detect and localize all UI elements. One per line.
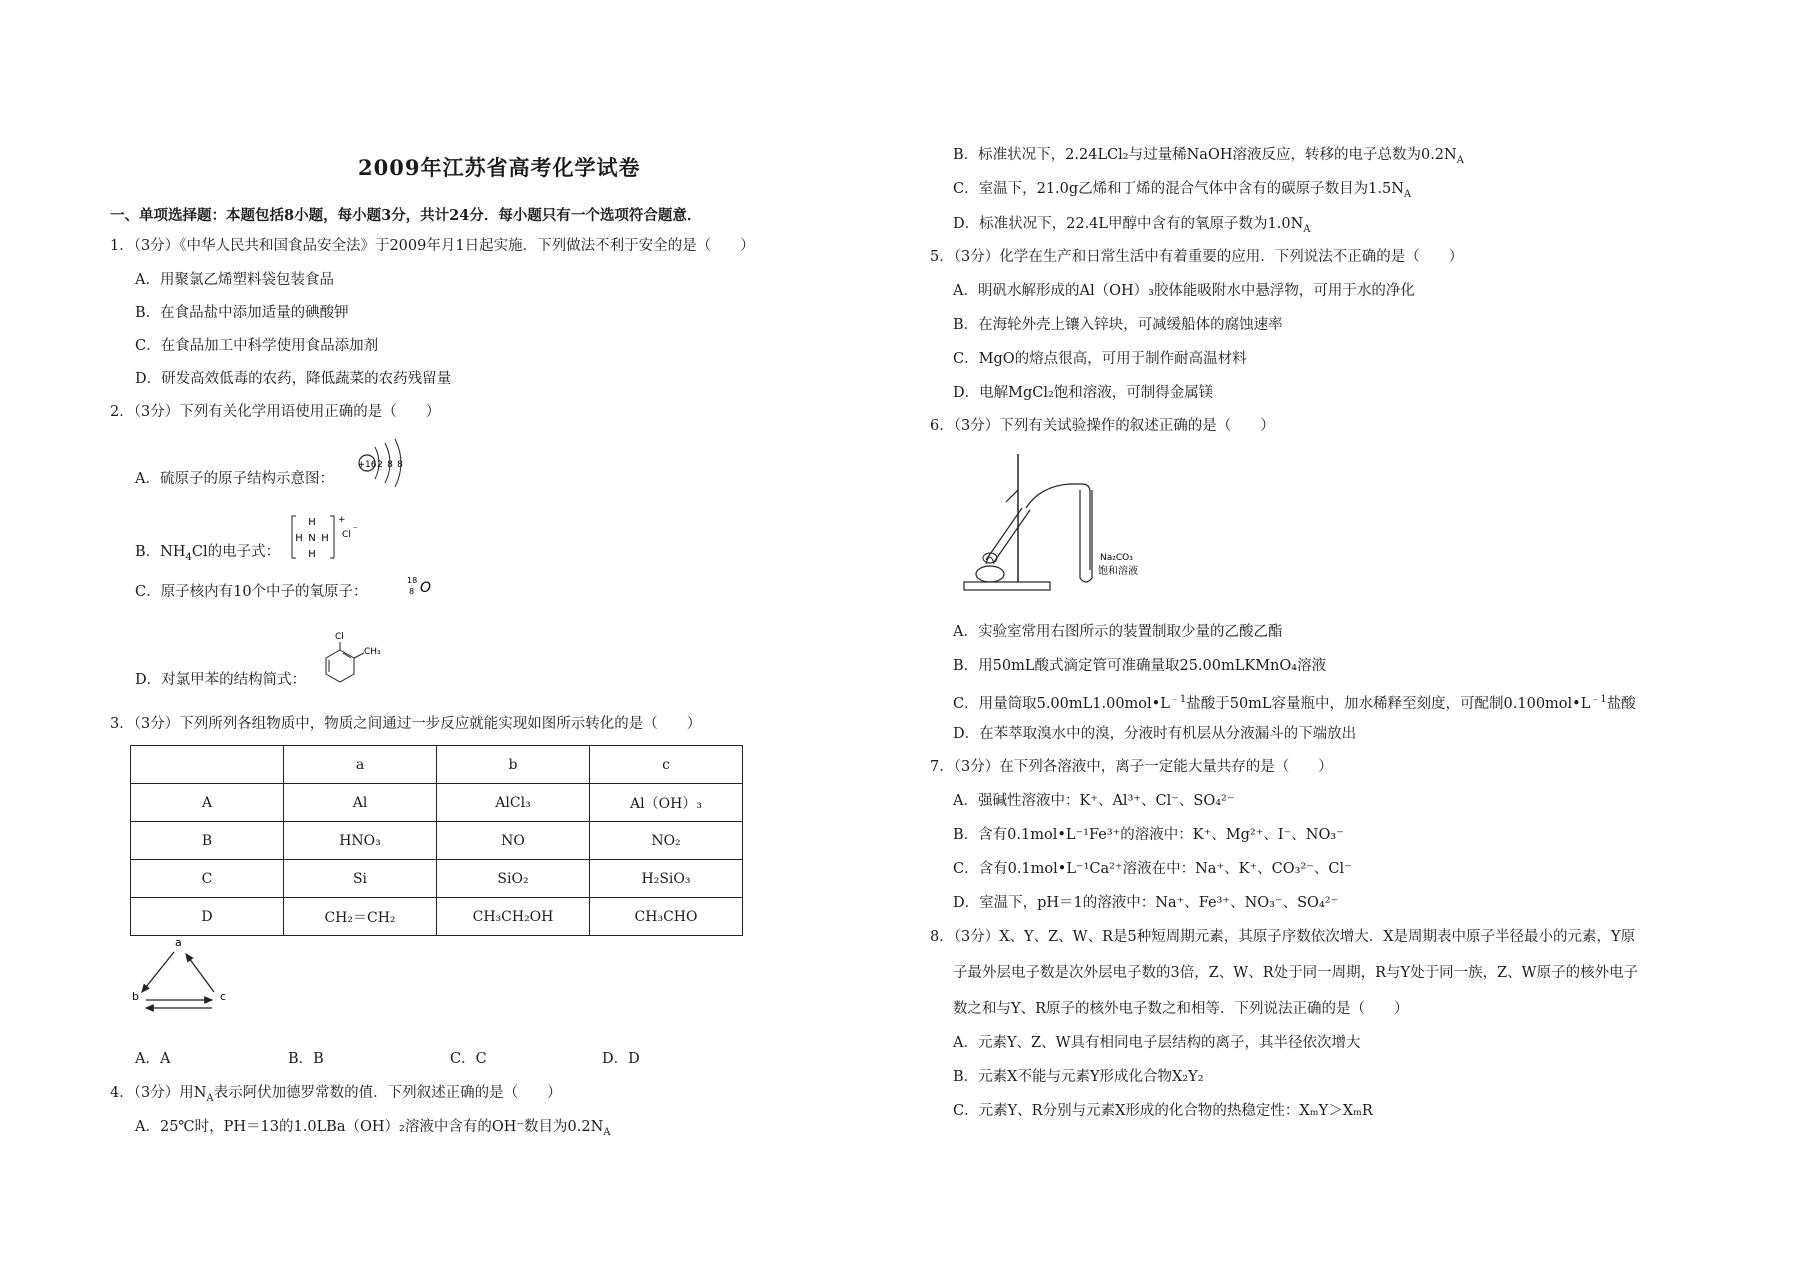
q8-option-c: C．元素Y、R分别与元素X形成的化合物的热稳定性：XₘY＞XₘR [953,1103,1373,1119]
p-chlorotoluene-structure [318,628,388,690]
q7-option-a: A．强碱性溶液中：K⁺、Al³⁺、Cl⁻、SO₄²⁻ [953,793,1235,809]
q2-option-b: B．$NH_4Cl$的电子式： [135,544,281,563]
svg-text:H: H [308,549,316,560]
q6-option-a: A．实验室常用右图所示的装置制取少量的乙酸乙酯 [953,624,1283,640]
svg-text:18: 18 [407,576,418,585]
table-row [131,784,743,822]
q1-option-d: D．研发高效低毒的农药，降低蔬菜的农药残留量 [135,371,452,387]
table-cell: CH₃CH₂OH [437,898,590,936]
conversion-triangle-diagram [128,934,238,1014]
q4-option-a: A．25℃时，PH＝13的1.0LBa（OH）₂溶液中含有的OH⁻数目为$0.2N_A$ [135,1119,611,1138]
q3-option-d: D．D [602,1051,640,1067]
q6-option-c: C．用量筒取$5.00mL1.00mol•L^{﹣1}$盐酸于50mL容量瓶中，加水稀释至刻度，可配制$0.100mol•L^{﹣1}$盐酸 [953,694,1636,712]
q6-option-b: B．用50mL酸式滴定管可准确量取25.00mLKMnO₄溶液 [953,658,1327,674]
table-cell: AlCl₃ [437,784,590,822]
svg-text:H: H [308,517,316,528]
svg-text:O: O [420,580,432,596]
table-row [131,898,743,936]
svg-text:H: H [321,533,329,544]
table-cell: H₂SiO₃ [590,860,743,898]
table-cell: CH₃CHO [590,898,743,936]
q5-option-b: B．在海轮外壳上镶入锌块，可减缓船体的腐蚀速率 [953,317,1283,333]
q8-stem-line3: 数之和与Y、R原子的核外电子数之和相等．下列说法正确的是（ ） [953,1001,1409,1017]
table-cell: C [131,860,284,898]
svg-text:Na₂CO₃: Na₂CO₃ [1100,553,1133,563]
table-cell: c [590,746,743,784]
q1-option-c: C．在食品加工中科学使用食品添加剂 [135,338,379,354]
q4-option-c: C．室温下，21.0g乙烯和丁烯的混合气体中含有的碳原子数目为$1.5N_A$ [953,181,1412,200]
table-cell: b [437,746,590,784]
svg-text:饱和溶液: 饱和溶液 [1098,566,1138,577]
q8-option-a: A．元素Y、Z、W具有相同电子层结构的离子，其半径依次增大 [953,1035,1361,1051]
q3-option-a: A．A [135,1051,171,1067]
svg-text:c: c [220,990,227,1003]
q1-option-a: A．用聚氯乙烯塑料袋包装食品 [135,272,334,288]
q7-option-b: B．含有0.1mol•L⁻¹Fe³⁺的溶液中：K⁺、Mg²⁺、I⁻、NO₃⁻ [953,827,1344,843]
q8-stem-line1: 8．（3分）X、Y、Z、W、R是5种短周期元素，其原子序数依次增大．X是周期表中原子半径最小的元素，Y原 [930,929,1636,945]
svg-text:CH₃: CH₃ [364,647,381,657]
q2-stem: 2．（3分）下列有关化学用语使用正确的是（ ） [110,404,441,420]
table-cell: Al（OH）₃ [590,784,743,822]
svg-text:H: H [295,533,303,544]
q1-stem: 1．（3分）《中华人民共和国食品安全法》于2009年月1日起实施．下列做法不利于安全的是（ ） [110,238,755,254]
table-cell: A [131,784,284,822]
svg-text:+: + [338,515,346,525]
q3-stem: 3．（3分）下列所列各组物质中，物质之间通过一步反应就能实现如图所示转化的是（ ） [110,716,702,732]
svg-text:8: 8 [397,460,403,470]
table-cell: Al [284,784,437,822]
q4-option-b: B．标准状况下，2.24LCl₂与过量稀NaOH溶液反应，转移的电子总数为$0.2N_A$ [953,147,1464,166]
svg-text:8: 8 [409,587,415,596]
svg-text:2: 2 [377,460,383,470]
q7-stem: 7．（3分）在下列各溶液中，离子一定能大量共存的是（ ） [930,759,1333,775]
ester-apparatus-diagram [960,450,1138,598]
q6-stem: 6．（3分）下列有关试验操作的叙述正确的是（ ） [930,418,1275,434]
table-cell: NO [437,822,590,860]
table-header-row [131,746,743,784]
svg-text:a: a [175,936,182,949]
table-cell: NO₂ [590,822,743,860]
table-row [131,822,743,860]
svg-text:Cl: Cl [342,530,351,540]
section-heading: 一、单项选择题：本题包括8小题，每小题3分，共计24分．每小题只有一个选项符合题意． [110,207,702,224]
table-cell: CH₂＝CH₂ [284,898,437,936]
table-cell [131,746,284,784]
q7-option-d: D．室温下，pH＝1的溶液中：Na⁺、Fe³⁺、NO₃⁻、SO₄²⁻ [953,895,1339,911]
table-cell: D [131,898,284,936]
table-cell: B [131,822,284,860]
table-row [131,860,743,898]
table-cell: SiO₂ [437,860,590,898]
svg-text:8: 8 [387,460,393,470]
q2-option-c: C．原子核内有10个中子的氧原子： [135,584,368,600]
q8-option-b: B．元素X不能与元素Y形成化合物X₂Y₂ [953,1069,1204,1085]
svg-text:b: b [132,990,139,1003]
nh4cl-electron-formula [290,512,360,562]
svg-text:+16: +16 [357,460,377,470]
q6-option-d: D．在苯萃取溴水中的溴，分液时有机层从分液漏斗的下端放出 [953,726,1357,742]
q7-option-c: C．含有0.1mol•L⁻¹Ca²⁺溶液在中：Na⁺、K⁺、CO₃²⁻、Cl⁻ [953,861,1352,877]
q2-option-d: D．对氯甲苯的结构简式： [135,672,307,688]
q5-stem: 5．（3分）化学在生产和日常生活中有着重要的应用．下列说法不正确的是（ ） [930,249,1464,265]
q1-option-b: B．在食品盐中添加适量的碘酸钾 [135,305,349,321]
q8-stem-line2: 子最外层电子数是次外层电子数的3倍，Z、W、R处于同一周期，R与Y处于同一族，Z、W原子的核外电子 [953,965,1639,981]
table-cell: HNO₃ [284,822,437,860]
table-cell: a [284,746,437,784]
q2-option-a: A．硫原子的原子结构示意图： [135,471,334,487]
q3-option-b: B．B [288,1051,324,1067]
q4-option-d: D．标准状况下，22.4L甲醇中含有的氧原子数为$1.0N_A$ [953,216,1311,235]
q4-stem: 4．（3分）用$N_A$表示阿伏加德罗常数的值．下列叙述正确的是（ ） [110,1085,562,1104]
q3-table [130,745,743,936]
q5-option-d: D．电解MgCl₂饱和溶液，可制得金属镁 [953,385,1214,401]
oxygen-isotope-symbol [405,574,445,600]
svg-text:⁻: ⁻ [353,525,358,535]
q5-option-a: A．明矾水解形成的Al（OH）₃胶体能吸附水中悬浮物，可用于水的净化 [953,283,1415,299]
q5-option-c: C．MgO的熔点很高，可用于制作耐高温材料 [953,351,1247,367]
sulfur-atom-diagram [353,433,413,488]
q3-option-c: C．C [450,1051,487,1067]
table-cell: Si [284,860,437,898]
svg-text:Cl: Cl [335,632,344,642]
svg-text:N: N [308,533,316,544]
page-title: 2009年江苏省高考化学试卷 [358,155,641,180]
